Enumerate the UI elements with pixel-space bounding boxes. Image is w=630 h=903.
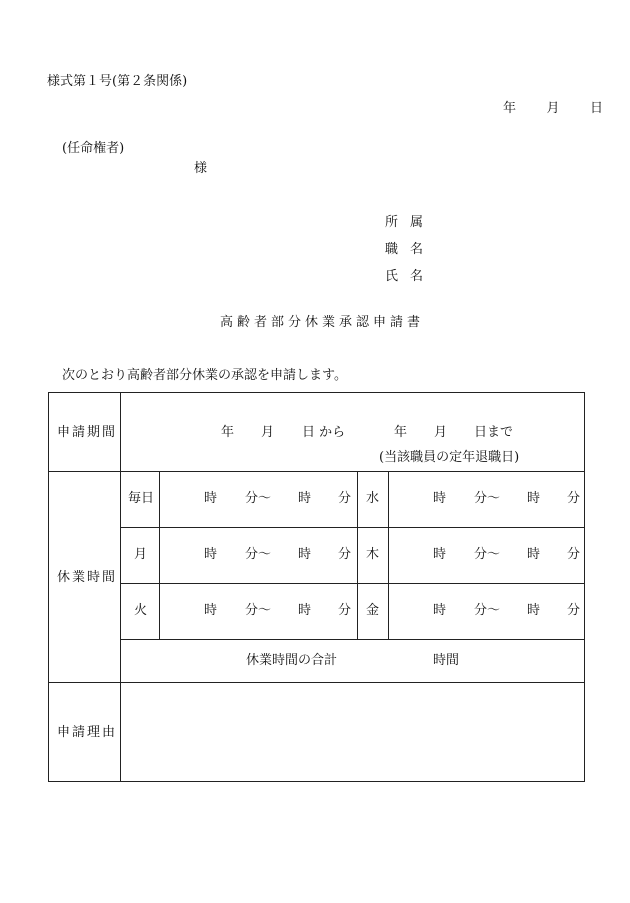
name-char-2: 名 [410,269,424,284]
day-mon: 月 [134,547,148,562]
applicant-name [385,270,423,283]
applicant-position [385,243,423,256]
day-everyday: 毎日 [128,491,155,506]
total-unit: 時間 [433,653,460,668]
date-day: 日 [589,101,603,116]
period-year-2: 年 [394,425,408,440]
row1-left-start-hour: 時 [204,491,218,506]
date-year: 年 [503,101,517,116]
row2-left-start-hour: 時 [204,547,218,562]
row3-right-start-min: 分～ [474,603,501,618]
row1-right-end-min: 分 [567,491,581,506]
row1-left-end-min: 分 [338,491,352,506]
day-fri: 金 [366,603,380,618]
form-number: 様式第１号(第２条関係) [47,74,188,89]
row1-left-end-hour: 時 [298,491,312,506]
row2-right-start-min: 分～ [474,547,501,562]
total-label: 休業時間の合計 [246,653,338,668]
period-year-1: 年 [221,425,235,440]
row1-right-start-min: 分～ [474,491,501,506]
period-month-2: 月 [434,425,448,440]
period-label: 申請期間 [57,425,118,440]
reason-field[interactable] [121,683,583,780]
affiliation-char-2: 属 [410,215,424,230]
row3-right-start-hour: 時 [433,603,447,618]
row-divider-3 [120,639,584,640]
affiliation-char-1: 所 [385,215,399,230]
position-char-2: 名 [410,242,424,257]
position-char-1: 職 [385,242,399,257]
day-tue: 火 [134,603,148,618]
row3-left-end-min: 分 [338,603,352,618]
row2-left-end-hour: 時 [298,547,312,562]
row2-right-start-hour: 時 [433,547,447,562]
applicant-affiliation [385,216,423,229]
row3-right-end-min: 分 [567,603,581,618]
honorific: 様 [194,161,208,176]
retirement-note: (当該職員の定年退職日) [379,450,520,465]
document-title: 高齢者部分休業承認申請書 [220,315,425,330]
day-thu: 木 [366,547,380,562]
day-wed: 水 [366,491,380,506]
col-divider-day2-right [388,471,389,639]
row3-left-start-hour: 時 [204,603,218,618]
hours-label: 休業時間 [57,570,118,585]
intro-text: 次のとおり高齢者部分休業の承認を申請します。 [62,368,347,383]
row1-left-start-min: 分～ [245,491,272,506]
row-divider-1 [120,527,584,528]
period-day-from: 日 から [302,425,346,440]
appointer-label: (任命権者) [62,141,125,156]
row2-right-end-hour: 時 [527,547,541,562]
date-month: 月 [546,101,560,116]
date-line [503,102,603,115]
reason-label: 申請理由 [57,725,118,740]
row2-left-end-min: 分 [338,547,352,562]
col-divider-day2-left [357,471,358,639]
period-month-1: 月 [261,425,275,440]
row3-right-end-hour: 時 [527,603,541,618]
row2-left-start-min: 分～ [245,547,272,562]
row-divider-period [49,471,584,472]
name-char-1: 氏 [385,269,399,284]
row1-right-end-hour: 時 [527,491,541,506]
row1-right-start-hour: 時 [433,491,447,506]
period-day-until: 日まで [474,425,514,440]
row3-left-start-min: 分～ [245,603,272,618]
row-divider-2 [120,583,584,584]
row3-left-end-hour: 時 [298,603,312,618]
row2-right-end-min: 分 [567,547,581,562]
col-divider-day1 [159,471,160,639]
application-table [48,392,585,782]
